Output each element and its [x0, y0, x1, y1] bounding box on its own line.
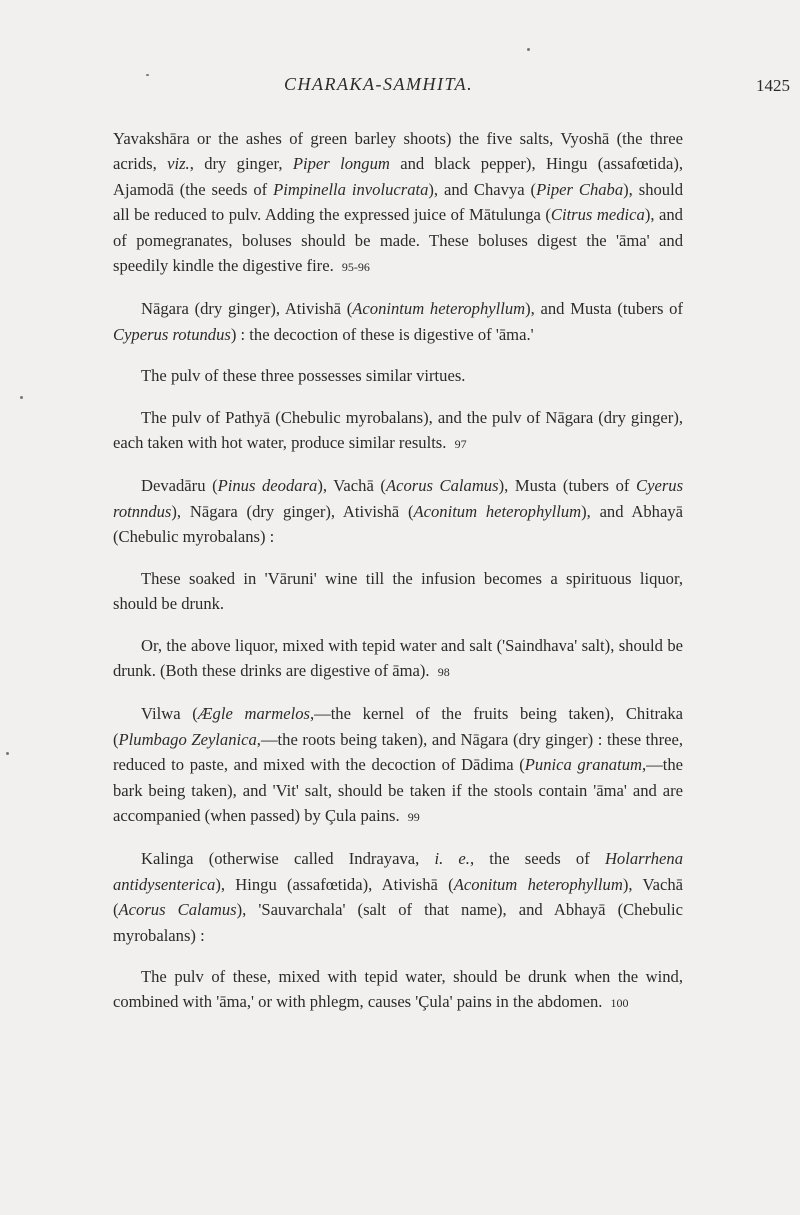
verse-number: 98: [437, 664, 450, 679]
italic-term: Acorus Calamus: [118, 900, 237, 920]
paragraph: [113, 633, 683, 686]
italic-term: Citrus medica: [550, 205, 645, 225]
paragraph: [113, 126, 683, 280]
italic-term: Pinus deodara: [217, 476, 318, 496]
page-header: [0, 74, 800, 104]
paper-speck: [6, 752, 9, 755]
text-run: ), and Musta (tubers of: [525, 299, 683, 319]
text-run: Kalinga (otherwise called Indrayava,: [141, 849, 435, 869]
text-run: ), and Abhayā (Chebulic myrobalans) :: [113, 501, 684, 547]
paragraph: [113, 846, 683, 948]
italic-term: Acorus Calamus: [385, 476, 499, 496]
text-run: ), Vachā (: [317, 476, 386, 496]
text-run: ), Nāgara (dry ginger), Ativishā (: [171, 501, 414, 521]
text-run: These soaked in 'Vāruni' wine till the infusion becomes a spirituous liquor, should be drunk.: [113, 568, 683, 614]
italic-term: Pimpinella involucrata: [273, 179, 429, 199]
text-run: ,—the kernel of the fruits being taken), Chitraka (: [113, 704, 683, 749]
text-run: Devadāru (: [141, 476, 218, 496]
italic-term: Ægle marmelos: [197, 704, 310, 724]
paragraph: [113, 566, 683, 617]
italic-term: i. e.: [434, 849, 470, 869]
italic-term: Punica granatum: [524, 755, 642, 775]
paragraph: [113, 296, 683, 347]
italic-term: viz.: [167, 154, 190, 174]
text-run: ), Vachā (: [113, 874, 684, 920]
italic-term: Aconitum heterophyllum: [453, 874, 623, 894]
text-run: ,—the roots being taken), and Nāgara (dry ginger) : these three, reduced to paste, and mixed with the decoction of Dādima (: [113, 729, 683, 775]
paragraph: [113, 701, 683, 830]
paper-speck: [146, 74, 149, 76]
verse-number: 95-96: [341, 260, 370, 275]
text-run: ), Musta (tubers of: [498, 476, 637, 496]
paper-speck: [527, 48, 530, 51]
paragraph: [113, 473, 683, 549]
paper-speck: [20, 396, 23, 399]
text-run: ), should all be reduced to pulv. Adding the expressed juice of Mātulunga (: [113, 179, 684, 225]
italic-term: Aconintum heterophyllum: [352, 299, 526, 319]
text-run: ), and Chavya (: [428, 179, 537, 199]
verse-number: 100: [610, 996, 629, 1011]
running-title: CHARAKA-SAMHITA.: [284, 74, 474, 94]
text-run: Yavakshāra or the ashes of green barley shoots) the five salts, Vyoshā (the three acrids,: [113, 129, 683, 174]
text-run: Nāgara (dry ginger), Ativishā (: [141, 299, 353, 319]
italic-term: Piper longum: [292, 154, 390, 174]
paragraph: [113, 405, 683, 458]
page-body: [113, 126, 683, 1033]
text-run: The pulv of Pathyā (Chebulic myrobalans), and the pulv of Nāgara (dry ginger), each taken with hot water, produce similar results.: [113, 407, 683, 453]
text-run: ) : the decoction of these is digestive of 'āma.': [230, 324, 534, 344]
text-run: Vilwa (: [141, 704, 198, 724]
paragraph: [113, 363, 683, 388]
text-run: ), Hingu (assafœtida), Ativishā (: [215, 874, 454, 894]
text-run: and black pepper), Hingu (assafœtida), Ajamodā (the seeds of: [113, 154, 684, 199]
text-run: ), and of pomegranates, boluses should be made. These boluses digest the 'āma' and speedily kindle the digestive fire.: [113, 205, 683, 276]
text-run: Or, the above liquor, mixed with tepid water and salt ('Saindhava' salt), should be drunk. (Both these drinks are digestive of āma).: [113, 635, 683, 680]
text-run: The pulv of these, mixed with tepid water, should be drunk when the wind, combined with 'āma,' or with phlegm, causes 'Çula' pains in the abdomen.: [113, 966, 683, 1012]
text-run: ,—the bark being taken), and 'Vit' salt, should be taken if the stools contain 'āma' and are accompanied (when passed) by Çula pains.: [113, 755, 683, 825]
verse-number: 99: [407, 809, 420, 824]
text-run: , the seeds of: [469, 849, 605, 869]
italic-term: Cyperus rotundus: [113, 324, 231, 344]
text-run: , dry ginger,: [189, 154, 293, 174]
italic-term: Plumbago Zeylanica: [118, 729, 257, 749]
italic-term: Piper Chaba: [536, 179, 624, 199]
italic-term: Cyerus rotnndus: [113, 476, 684, 521]
text-run: ), 'Sauvarchala' (salt of that name), and Abhayā (Chebulic myrobalans) :: [113, 900, 684, 945]
text-run: The pulv of these three possesses similar virtues.: [141, 366, 466, 386]
paragraph: [113, 964, 683, 1017]
italic-term: Holarrhena antidysenterica: [113, 849, 684, 894]
page-number: 1425: [756, 76, 790, 95]
italic-term: Aconitum heterophyllum: [413, 501, 582, 521]
verse-number: 97: [454, 437, 467, 452]
